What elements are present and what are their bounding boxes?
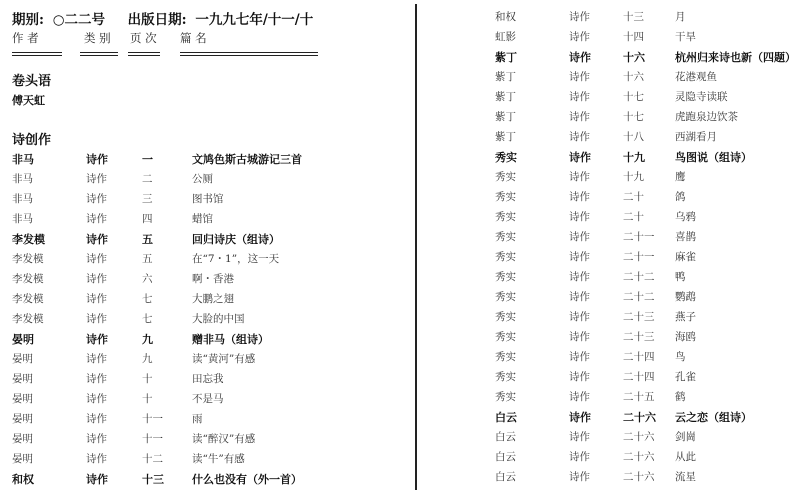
table-row [495,149,800,169]
table-row [12,471,332,491]
entry-page: 十一 [142,413,163,425]
entry-author: 李发模 [12,253,44,265]
table-row [495,109,800,129]
table-row [12,431,332,451]
underline-author [12,52,62,56]
table-row [495,229,800,249]
entry-title: 流星 [675,471,696,483]
entry-category: 诗作 [86,413,107,425]
entry-title: 月 [675,11,686,23]
entry-page: 十七 [623,91,644,103]
entry-category: 诗作 [569,111,590,123]
table-row [12,331,332,351]
date-label: 出版日期: [127,12,187,28]
table-row [12,391,332,411]
entry-page: 五 [142,233,153,246]
entry-author: 非马 [12,153,34,166]
entry-title: 鸭 [675,271,686,283]
entry-page: 十一 [142,433,163,445]
entry-title: 孔雀 [675,371,696,383]
entry-author: 白云 [495,411,517,424]
table-row [495,129,800,149]
entry-category: 诗作 [86,273,107,285]
table-row [495,89,800,109]
entry-category: 诗作 [86,373,107,385]
entry-title: 读“黄河”有感 [192,353,256,365]
entry-page: 九 [142,333,153,346]
entry-author: 晏明 [12,453,33,465]
table-row [12,311,332,331]
entry-category: 诗作 [86,353,107,365]
entry-category: 诗作 [86,173,107,185]
table-row [495,69,800,89]
entry-author: 秀实 [495,251,516,263]
entry-title: 在“7・1”，这一天 [192,253,280,265]
entry-author: 白云 [495,471,516,483]
table-row [12,211,332,231]
table-row [495,209,800,229]
entry-page: 二十 [623,191,644,203]
table-row [12,351,332,371]
entry-author: 虹影 [495,31,516,43]
col-author: 作 者 [12,31,39,45]
entry-title: 图书馆 [192,193,224,205]
entry-page: 二十一 [623,231,655,243]
table-row [12,371,332,391]
entry-title: 云之恋（组诗） [675,411,752,424]
entry-author: 晏明 [12,413,33,425]
entry-author: 紫丁 [495,71,516,83]
entry-author: 晏明 [12,393,33,405]
entry-category: 诗作 [569,151,591,164]
column-headers [12,30,332,60]
entry-author: 秀实 [495,351,516,363]
date-value: 一九九七年/十一/十 [195,12,314,28]
entry-author: 非马 [12,213,33,225]
entry-title: 啊・香港 [192,273,234,285]
entry-category: 诗作 [569,331,590,343]
table-row [495,469,800,489]
entry-page: 二十四 [623,351,655,363]
entry-title: 鹰 [675,171,686,183]
table-row [495,169,800,189]
entry-category: 诗作 [569,51,591,64]
entry-category: 诗作 [86,293,107,305]
table-row [495,409,800,429]
entry-title: 鸟图说（组诗） [675,151,752,164]
entry-category: 诗作 [569,91,590,103]
table-row [495,389,800,409]
entry-title: 西湖看月 [675,131,717,143]
entry-page: 二十六 [623,411,656,424]
entry-title: 喜鹊 [675,231,696,243]
entry-title: 公厕 [192,173,213,185]
entry-author: 非马 [12,193,33,205]
entry-category: 诗作 [569,31,590,43]
underline-title [180,52,318,56]
table-row [495,429,800,449]
entry-page: 十七 [623,111,644,123]
entry-author: 晏明 [12,433,33,445]
col-category: 类 别 [84,31,111,45]
entry-category: 诗作 [86,253,107,265]
entry-category: 诗作 [569,271,590,283]
entry-category: 诗作 [569,411,591,424]
table-row [495,249,800,269]
entry-title: 海鸥 [675,331,696,343]
entry-page: 二十六 [623,451,655,463]
entry-page: 二 [142,173,153,185]
entry-title: 花港观鱼 [675,71,717,83]
entry-page: 二十五 [623,391,655,403]
entry-category: 诗作 [569,431,590,443]
table-row [12,151,332,171]
column-divider [415,4,417,490]
preface-author: 傅天虹 [12,94,45,107]
section-preface: 卷头语 [12,74,52,89]
entry-page: 十六 [623,71,644,83]
entry-author: 李发模 [12,273,44,285]
entry-category: 诗作 [569,371,590,383]
table-row [495,349,800,369]
issue-label: 期别: [12,12,44,28]
entry-page: 二十二 [623,271,655,283]
table-row [495,269,800,289]
entry-category: 诗作 [86,453,107,465]
entry-category: 诗作 [569,351,590,363]
table-row [12,451,332,471]
table-row [12,191,332,211]
entry-title: 什么也没有（外一首） [192,473,302,486]
entry-title: 读“醉汉”有感 [192,433,256,445]
entry-title: 虎跑泉边饮茶 [675,111,738,123]
entry-author: 紫丁 [495,131,516,143]
entry-title: 鸟 [675,351,686,363]
entry-title: 鹤 [675,391,686,403]
entry-author: 和权 [495,11,516,23]
entry-author: 李发模 [12,233,45,246]
entry-page: 十八 [623,131,644,143]
entry-category: 诗作 [569,251,590,263]
entry-page: 七 [142,313,153,325]
table-row [12,291,332,311]
table-row [12,411,332,431]
entry-page: 七 [142,293,153,305]
entry-author: 白云 [495,451,516,463]
entry-page: 五 [142,253,153,265]
entry-author: 秀实 [495,311,516,323]
entry-page: 一 [142,153,153,166]
entry-category: 诗作 [569,311,590,323]
col-title: 篇 名 [180,31,207,45]
table-row [495,289,800,309]
entry-author: 秀实 [495,171,516,183]
entry-page: 十三 [623,11,644,23]
entry-page: 四 [142,213,153,225]
entry-category: 诗作 [569,171,590,183]
entry-title: 蜡馆 [192,213,213,225]
table-row [12,171,332,191]
entry-author: 紫丁 [495,51,517,64]
entry-page: 十四 [623,31,644,43]
entry-title: 麻雀 [675,251,696,263]
entry-title: 鸽 [675,191,686,203]
entry-page: 二十四 [623,371,655,383]
entry-title: 剑崗 [675,431,696,443]
entry-category: 诗作 [569,231,590,243]
issue-header [12,8,317,28]
entry-title: 田忘我 [192,373,224,385]
entry-page: 二十 [623,211,644,223]
entry-page: 二十六 [623,471,655,483]
entry-author: 秀实 [495,291,516,303]
entry-author: 秀实 [495,191,516,203]
entry-page: 十六 [623,51,645,64]
entry-title: 鹦鹉 [675,291,696,303]
entry-author: 秀实 [495,371,516,383]
entry-author: 和权 [12,473,34,486]
entry-page: 十三 [142,473,164,486]
entry-title: 大脸的中国 [192,313,245,325]
entry-category: 诗作 [86,193,107,205]
issue-value: ○二二号 [52,12,105,28]
table-row [495,449,800,469]
entry-author: 晏明 [12,373,33,385]
entry-category: 诗作 [86,393,107,405]
entry-category: 诗作 [86,213,107,225]
entry-category: 诗作 [569,11,590,23]
entry-author: 紫丁 [495,111,516,123]
entry-author: 李发模 [12,293,44,305]
entry-page: 二十三 [623,311,655,323]
entry-author: 晏明 [12,353,33,365]
entry-category: 诗作 [569,131,590,143]
col-page: 页 次 [130,31,157,45]
entry-category: 诗作 [86,333,108,346]
table-row [495,309,800,329]
table-row [495,369,800,389]
section-poetry: 诗创作 [12,133,52,148]
entry-page: 六 [142,273,153,285]
underline-category [80,52,118,56]
entry-author: 秀实 [495,151,517,164]
entry-category: 诗作 [86,433,107,445]
entry-author: 秀实 [495,211,516,223]
entry-category: 诗作 [86,233,108,246]
entry-title: 赠非马（组诗） [192,333,269,346]
entry-category: 诗作 [569,451,590,463]
entry-category: 诗作 [569,191,590,203]
table-row [495,49,800,69]
table-row [495,9,800,29]
entry-author: 非马 [12,173,33,185]
entry-author: 秀实 [495,271,516,283]
table-row [495,329,800,349]
entry-title: 不是马 [192,393,224,405]
entry-page: 二十一 [623,251,655,263]
table-row [495,189,800,209]
entry-title: 回归诗庆（组诗） [192,233,280,246]
entry-title: 干旱 [675,31,696,43]
entry-category: 诗作 [86,153,108,166]
entry-title: 杭州归来诗也新（四题） [675,51,796,64]
entry-page: 十 [142,393,153,405]
entry-title: 燕子 [675,311,696,323]
entry-title: 从此 [675,451,696,463]
entry-page: 十二 [142,453,163,465]
entry-title: 文鸠色斯古城游记三首 [192,153,302,166]
entry-title: 雨 [192,413,203,425]
entry-category: 诗作 [569,291,590,303]
entry-author: 白云 [495,431,516,443]
entry-page: 三 [142,193,153,205]
entry-title: 读“牛”有感 [192,453,245,465]
entry-title: 乌鸦 [675,211,696,223]
entry-author: 紫丁 [495,91,516,103]
table-row [12,231,332,251]
entry-title: 灵隐寺读联 [675,91,728,103]
entry-page: 二十六 [623,431,655,443]
entry-page: 十九 [623,171,644,183]
entry-author: 秀实 [495,331,516,343]
entry-category: 诗作 [86,473,108,486]
entry-category: 诗作 [569,211,590,223]
entry-page: 二十三 [623,331,655,343]
entry-page: 九 [142,353,153,365]
entry-page: 十 [142,373,153,385]
table-row [12,251,332,271]
entry-category: 诗作 [569,71,590,83]
entry-author: 李发模 [12,313,44,325]
entry-page: 二十二 [623,291,655,303]
entry-category: 诗作 [569,391,590,403]
entry-author: 晏明 [12,333,34,346]
underline-page [128,52,160,56]
entry-author: 秀实 [495,231,516,243]
table-row [495,29,800,49]
entry-title: 大鹏之翅 [192,293,234,305]
entry-page: 十九 [623,151,645,164]
entry-category: 诗作 [86,313,107,325]
table-row [12,271,332,291]
entry-author: 秀实 [495,391,516,403]
entry-category: 诗作 [569,471,590,483]
